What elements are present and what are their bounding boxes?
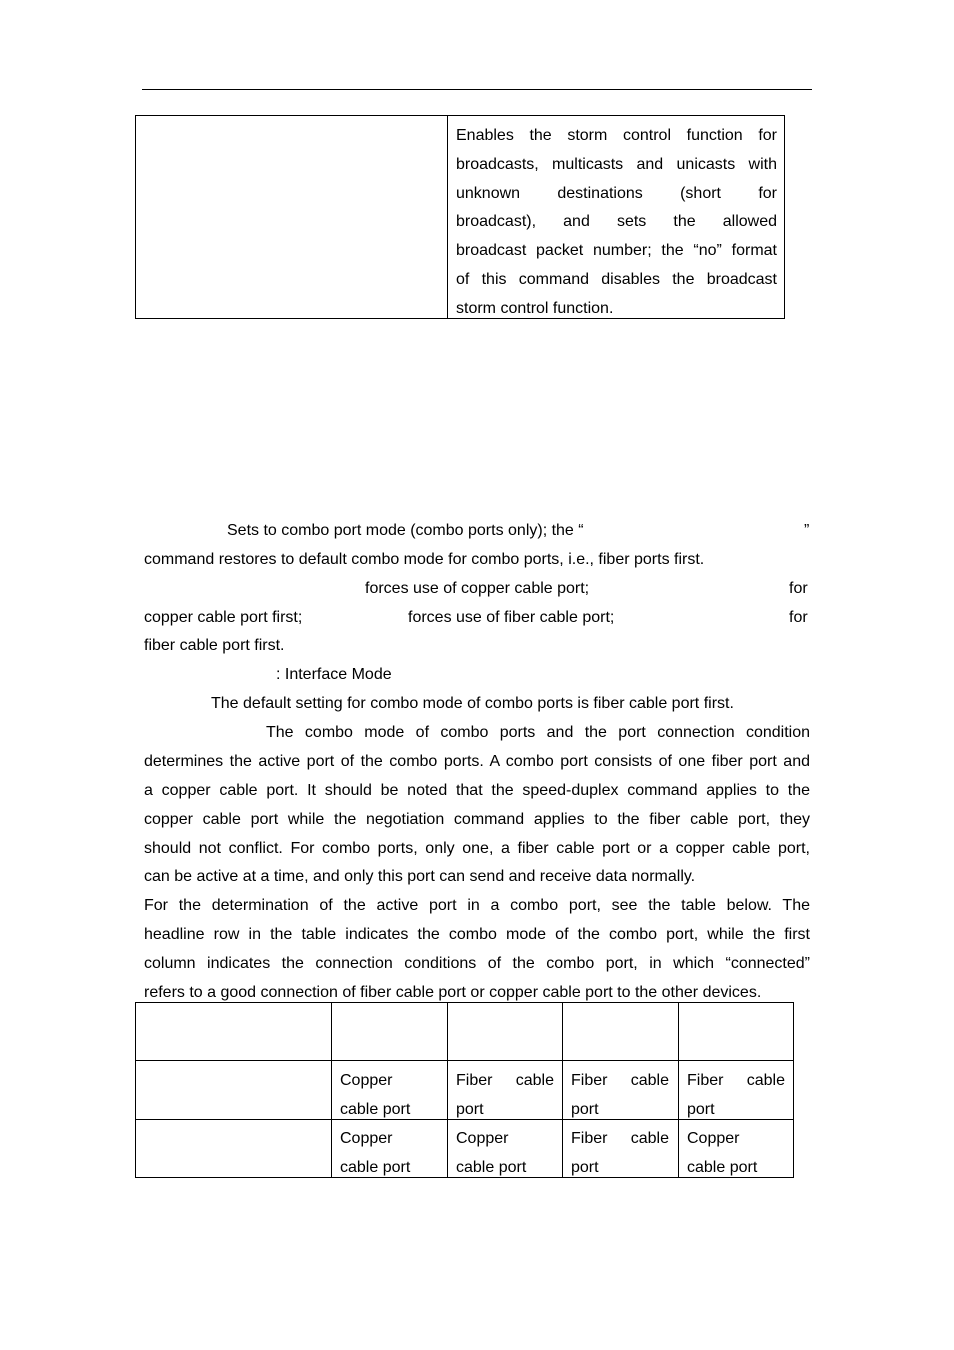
usage-line: The combo mode of combo ports and the port connection condition	[266, 724, 810, 741]
param-text: for	[789, 609, 808, 626]
usage-line: a copper cable port. It should be noted that the speed-duplex command applies to the	[144, 782, 810, 799]
usage-line: should not conflict. For combo ports, only one, a fiber cable port or a copper cable port,	[144, 840, 810, 857]
param-text: forces use of fiber cable port;	[408, 609, 615, 626]
parameter-line	[144, 603, 810, 632]
command-mode-line	[144, 660, 810, 689]
description-line: unknown destinations (short for	[456, 184, 777, 202]
table-cell: Fiber cable port	[571, 1072, 669, 1118]
description-cell	[456, 122, 777, 324]
parameter-line	[144, 574, 810, 603]
body-line: fiber cable port first.	[144, 637, 285, 654]
default-line	[144, 689, 810, 718]
body-line: command restores to default combo mode for combo ports, i.e., fiber ports first.	[144, 551, 705, 568]
description-line: of this command disables the broadcast	[456, 270, 777, 288]
description-line: storm control function.	[456, 299, 614, 317]
combo-mode-table	[135, 1002, 794, 1178]
header-rule	[142, 89, 812, 90]
table-cell: Copper cable port	[340, 1130, 411, 1176]
command-mode-text: : Interface Mode	[276, 666, 392, 683]
description-line: broadcast), and sets the allowed	[456, 213, 777, 231]
usage-line: For the determination of the active port in a combo port, see the table below. The	[144, 897, 810, 914]
usage-line: headline row in the table indicates the combo mode of the combo port, while the first	[144, 926, 810, 943]
quote-close: ”	[804, 522, 810, 539]
table-cell: Fiber cable port	[687, 1072, 785, 1118]
table-cell: Copper cable port	[456, 1130, 527, 1176]
default-text: The default setting for combo mode of combo ports is fiber cable port first.	[211, 695, 734, 712]
table-cell: Copper cable port	[687, 1130, 758, 1176]
function-line	[144, 516, 810, 545]
table-cell: Fiber cable port	[456, 1072, 554, 1118]
description-line: broadcasts, multicasts and unicasts with	[456, 155, 777, 173]
usage-line: copper cable port while the negotiation command applies to the fiber cable port, they	[144, 811, 810, 828]
function-text: Sets to combo port mode (combo ports only); the “	[227, 522, 584, 539]
command-table	[135, 115, 785, 319]
command-cell	[136, 116, 448, 318]
table-cell: Copper cable port	[340, 1072, 411, 1118]
description-line: broadcast packet number; the “no” format	[456, 242, 777, 260]
table-cell: Fiber cable port	[571, 1130, 669, 1176]
param-text: for	[789, 580, 808, 597]
param-text: copper cable port first;	[144, 609, 303, 626]
param-text: forces use of copper cable port;	[365, 580, 590, 597]
usage-line: determines the active port of the combo ports. A combo port consists of one fiber port and	[144, 753, 810, 770]
description-line: Enables the storm control function for	[456, 127, 777, 144]
usage-line: can be active at a time, and only this port can send and receive data normally.	[144, 868, 696, 885]
usage-line: refers to a good connection of fiber cable port or copper cable port to the other devices.	[144, 984, 762, 1001]
usage-line: column indicates the connection conditions of the combo port, in which “connected”	[144, 955, 810, 972]
